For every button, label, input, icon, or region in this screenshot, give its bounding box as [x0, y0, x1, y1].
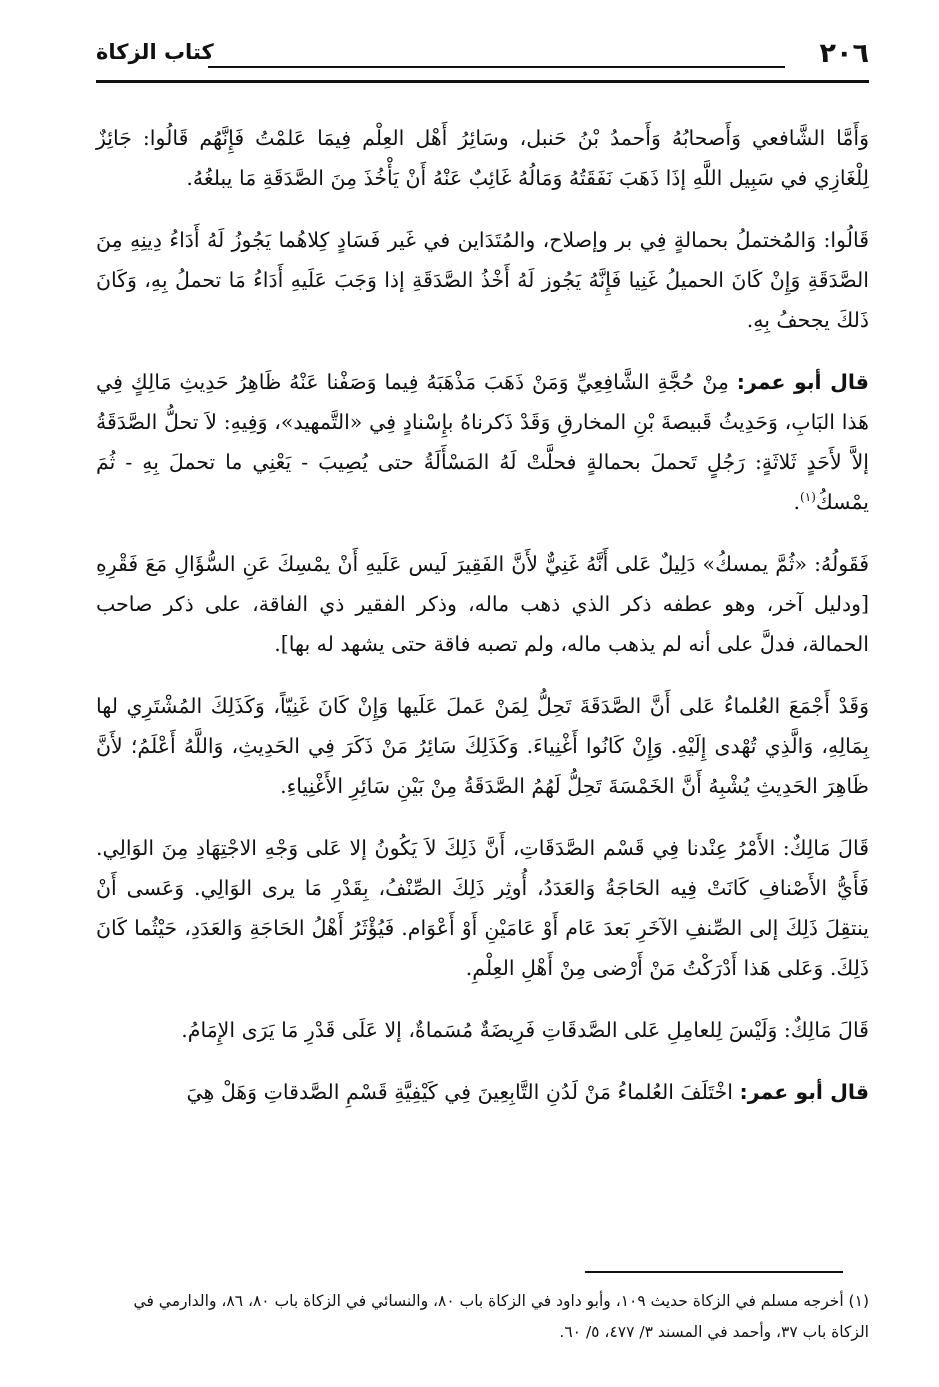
paragraph [96, 828, 869, 988]
paragraph-text: وَقَدْ أَجْمَعَ العُلماءُ عَلى أَنَّ الصَّدَقَةَ تَحِلُّ لِمَنْ عَملَ عَلَيها وَإِنْ كَانَ غَنِيّاً، وَكَذَلِكَ المُشْتَرِي لها بِمَالِهِ، وَالَّذِي تُهْدى إِلَيْهِ. وَإِنْ كَانُوا أَغْنِياءَ. وَكَذَلِكَ سَائِرُ مَنْ ذَكَرَ فِي الحَدِيثِ، وَاللَّهُ أَعْلَمُ؛ لأَنَّ ظَاهِرَ الحَدِيثِ يُشْبِهُ أَنَّ الخَمْسَةَ تَحِلُّ لَهُمُ الصَّدَقَةُ مِنْ بَيْنِ سَائِرِ الأَغْنِياءِ. [96, 694, 869, 798]
footnote-text: (١) أخرجه مسلم في الزكاة حديث ١٠٩، وأبو داود في الزكاة باب ٨٠، والنسائي في الزكاة باب ٨٠، ٨٦، والدارمي في الزكاة باب ٣٧، وأحمد في المسند ٣/ ٤٧٧، ٥/ ٦٠. [133, 1292, 869, 1341]
page-header [96, 34, 869, 78]
footnote-reference: (١) [800, 490, 816, 505]
header-rule [96, 80, 869, 83]
footnote-rule [585, 1271, 843, 1273]
paragraph [96, 1072, 869, 1112]
footnote [96, 1286, 869, 1348]
paragraph [96, 686, 869, 806]
paragraph [96, 544, 869, 664]
paragraph-tail: . [793, 490, 801, 514]
paragraph-text: وَأَمَّا الشَّافعي وَأَصحابُهُ وَأَحمدُ بْنُ حَنبل، وسَائِرُ أَهْل العِلْم فِيمَا عَلمْتُ فَإِنَّهُم قَالُوا: جَائِزٌ لِلْغَازِي في سَبِيل اللَّهِ إذَا ذَهَبَ نَفَقَتُهُ وَمَالُهُ غَائِبٌ عَنْهُ أَنْ يَأْخُذَ مِنَ الصَّدَقَةِ مَا يبلغُهُ. [96, 126, 869, 190]
running-title: كتاب الزكاة [96, 40, 214, 64]
main-text [96, 118, 869, 1134]
header-line [208, 66, 785, 68]
paragraph [96, 362, 869, 522]
paragraph [96, 1010, 869, 1050]
paragraph-text: قَالَ مَالِكٌ: الأَمْرُ عِنْدنا فِي قَسْم الصَّدَقَاتِ، أَنَّ ذَلِكَ لاَ يَكُونُ إلا عَلى وَجْهِ الاجْتِهَادِ مِنَ الوَالِي. فَأَيُّ الأَصْنافِ كَانَتْ فِيه الحَاجَةُ وَالعَدَدُ، أُوثِر ذَلِكَ الصِّنْفُ، بِقَدْرِ مَا يرى الوَالِي. وَعَسى أَنْ ينتقِلَ ذَلِكَ إلى الصِّنفِ الآخَرِ بَعدَ عَام أَوْ عَامَيْنِ أَوْ أَعْوَام. فَيُؤْثَرُ أَهْلُ الحَاجَةِ وَالعَدَدِ، حَيْثُما كَانَ ذَلِكَ. وَعَلى هَذا أَدْرَكْتُ مَنْ أَرْضى مِنْ أَهْلِ العِلْمِ. [96, 836, 869, 980]
page-number: ٢٠٦ [819, 38, 869, 69]
paragraph-text: قَالَ مَالِكٌ: وَلَيْسَ لِلعامِلِ عَلى الصَّدقَاتِ فَرِيضَةٌ مُسَماةٌ، إلا عَلَى قَدْرِ مَا يَرَى الإِمَامُ. [181, 1018, 869, 1042]
speaker-lead: قال أبو عمر: [736, 370, 869, 394]
speaker-lead: قال أبو عمر: [739, 1080, 869, 1104]
paragraph-text: اخْتَلَفَ العُلماءُ مَنْ لَدُنِ التَّابِعِينَ فِي كَيْفِيَّةِ قَسْمِ الصَّدقاتِ وَهَلْ هِيَ [186, 1080, 733, 1104]
paragraph-text: قَالُوا: وَالمُختملُ بحمالةٍ فِي بر وإصلاح، والمُتَدَاين في غَير فَسَادٍ كِلاهُما يَجُوزُ لَهُ أَدَاءُ دِينِهِ مِنَ الصَّدَقَةِ وَإِنْ كَانَ الحميلُ غَنِيا فَإِنَّهُ يَجُوز لَهُ أَخْذُ الصَّدَقَةِ إذا وَجَبَ عَلَيهِ أَدَاءُ مَا تحملُ بِهِ، وَكَانَ ذَلكَ يجحفُ بِهِ. [96, 228, 869, 332]
paragraph [96, 220, 869, 340]
paragraph [96, 118, 869, 198]
paragraph-text: فَقَولُهُ: «ثُمَّ يمسكُ» دَلِيلٌ عَلى أَنَّهُ غَنِيٌّ لأَنَّ الفَقِيرَ لَيس عَلَيهِ أَنْ يمْسِكَ عَنِ السُّؤَالِ مَعَ فَقْرِهِ [ودليل آخر، وهو عطفه ذكر الذي ذهب ماله، وذكر الفقير ذي الفاقة، على ذكر صاحب الحمالة، فدلَّ على أنه لم يذهب ماله، ولم تصبه فاقة حتى يشهد له بها]. [96, 552, 869, 656]
paragraph-text: مِنْ حُجَّةِ الشَّافِعِيِّ وَمَنْ ذَهَبَ مَذْهَبَهُ فِيما وَصَفْنا عَنْهُ ظَاهِرُ حَدِيثِ مَالِكٍ فِي هَذا البَابِ، وَحَدِيثُ قَبيصةَ بْنِ المخارقِ وَقَدْ ذَكرناهُ بإِسْنادٍ فِي «التَّمهيد»، وَفِيهِ: لاَ تحلُّ الصَّدَقَةُ إلاَّ لأَحَدٍ ثَلاثَةٍ: رَجُلٍ تَحملَ بحمالةٍ فحلَّتْ لَهُ المَسْأَلَةُ حتى يُصِيبَ - يَعْنِي ما تحملَ بِهِ - ثُمَ يمْسكُ [96, 370, 869, 514]
